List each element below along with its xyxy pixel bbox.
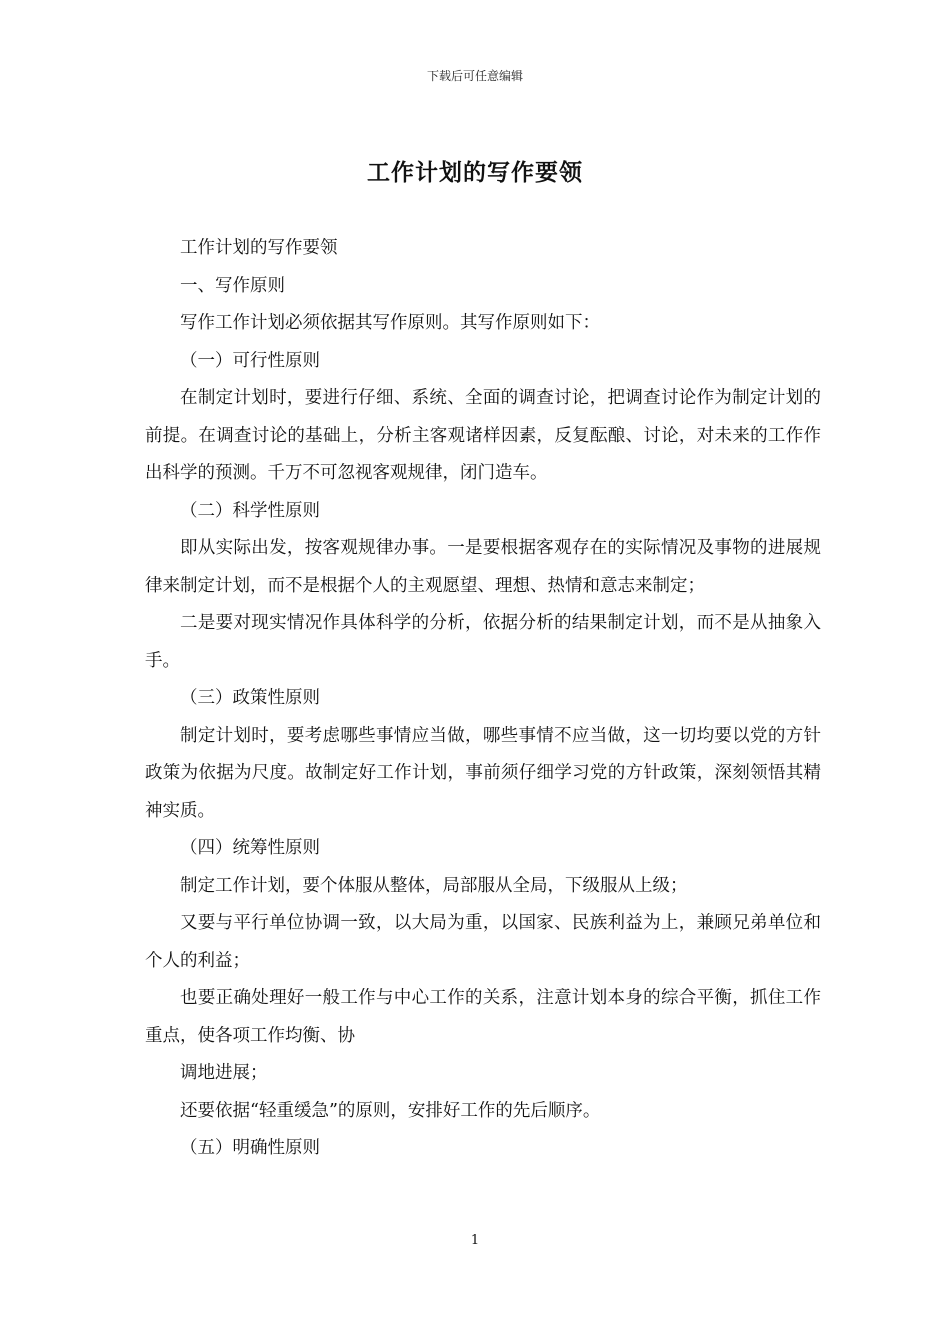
subsection-heading-overall-planning: （四）统筹性原则 <box>180 838 320 858</box>
subsection-heading-policy: （三）政策性原则 <box>180 688 320 708</box>
section-heading-writing-principles: 一、写作原则 <box>180 275 285 296</box>
paragraph-scientific-2: 二是要对现实情况作具体科学的分析，依据分析的结果制定计划，而不是从抽象入手。 <box>145 613 821 671</box>
paragraph-overall-4: 调地进展； <box>180 1063 268 1083</box>
paragraph-overall-1: 制定工作计划，要个体服从整体，局部服从全局，下级服从上级； <box>180 875 688 896</box>
header-note: 下载后可任意编辑 <box>426 69 523 83</box>
paragraph-policy: 制定计划时，要考虑哪些事情应当做，哪些事情不应当做，这一切均要以党的方针政策为依据为尺度。故制定好工作计划，事前须仔细学习党的方针政策，深刻领悟其精神实质。 <box>145 725 821 821</box>
paragraph-overall-2: 又要与平行单位协调一致，以大局为重，以国家、民族利益为上，兼顾兄弟单位和个人的利益； <box>145 913 821 971</box>
page-number: 1 <box>470 1233 480 1248</box>
paragraph-subtitle: 工作计划的写作要领 <box>180 238 338 258</box>
paragraph-overall-5: 还要依据“轻重缓急”的原则，安排好工作的先后顺序。 <box>180 1100 601 1121</box>
paragraph-scientific-1: 即从实际出发，按客观规律办事。一是要根据客观存在的实际情况及事物的进展规律来制定计划，而不是根据个人的主观愿望、理想、热情和意志来制定； <box>145 538 821 596</box>
paragraph-feasibility: 在制定计划时，要进行仔细、系统、全面的调查讨论，把调查讨论作为制定计划的前提。在调查讨论的基础上，分析主客观诸样因素，反复酝酿、讨论，对未来的工作作出科学的预测。千万不可忽视客观规律，闭门造车。 <box>145 388 821 483</box>
paragraph-intro: 写作工作计划必须依据其写作原则。其写作原则如下： <box>180 313 600 333</box>
paragraph-overall-3: 也要正确处理好一般工作与中心工作的关系，注意计划本身的综合平衡，抓住工作重点，使各项工作均衡、协 <box>145 988 821 1046</box>
document-title: 工作计划的写作要领 <box>367 160 583 186</box>
subsection-heading-feasibility: （一）可行性原则 <box>180 350 320 371</box>
subsection-heading-scientific: （二）科学性原则 <box>180 500 320 521</box>
subsection-heading-clarity: （五）明确性原则 <box>180 1138 320 1158</box>
document-body <box>145 230 821 1168</box>
